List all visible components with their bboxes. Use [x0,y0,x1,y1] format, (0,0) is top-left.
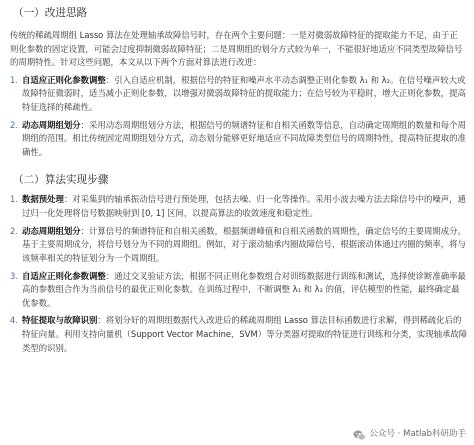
list-number: 2. [10,225,18,236]
item-text: ：通过交叉验证方法，根据不同正则化参数组合对训练数据进行训练和测试，选择使诊断准确率最高的参数组合作为当前信号的最优正则化参数。在训练过程中，不断调整 λ₁ 和 λ₂ 的值，评估模型的性能，最终确定最优参数。 [22,270,466,308]
list-item [8,314,468,355]
item-text: ：计算信号的频谱特征和自相关函数，根据频谱峰值和自相关函数的周期性，确定信号的主要周期成分。基于主要周期成分，将信号划分为不同的周期组。例如，对于滚动轴承内圈故障信号，根据滚动体通过内圈的频率，将与该频率相关的特征划分为一个周期组。 [22,225,466,263]
improvement-list [8,74,468,160]
item-term: 自适应正则化参数调整 [22,270,106,281]
watermark-text: 公众号 · Matlab科研助手 [369,429,466,440]
list-item [8,225,468,266]
intro-paragraph: 传统的稀疏周期组 Lasso 算法在处理轴承故障信号时，存在两个主要问题：一是对微弱故障特征的提取能力不足，由于正则化参数的固定设置，可能会过度抑制微弱故障特征；二是周期组的划分方式较为单一，不能很好地适应不同类型故障信号的周期特性。针对这些问题，本文从以下两个方面对算法进行改进： [10,30,463,68]
list-number: 2. [10,119,18,130]
item-term: 特征提取与故障识别 [22,315,98,326]
list-number: 1. [10,74,18,85]
item-term: 动态周期组划分 [22,119,81,130]
item-term: 数据预处理 [22,194,64,205]
wechat-icon [353,430,366,441]
list-number: 3. [10,270,18,281]
list-item [8,193,468,220]
list-number: 1. [10,194,18,205]
list-item [8,270,468,311]
item-text: ：将划分好的周期组数据代入改进后的稀疏周期组 Lasso 算法目标函数进行求解，得到稀疏化后的特征向量。利用支持向量机（Support Vector Machine，SVM）等分类器对提取的特征进行训练和分类，实现轴承故障类型的识别。 [22,315,468,353]
item-term: 自适应正则化参数调整 [22,74,106,85]
item-text: ：对采集到的轴承振动信号进行预处理，包括去噪、归一化等操作。采用小波去噪方法去除信号中的噪声，通过归一化处理将信号数据映射到 [0, 1] 区间，以提高算法的收敛速度和稳定性。 [22,194,466,219]
wechat-watermark [351,428,468,442]
list-item [8,74,468,115]
section-heading-steps: （二）算法实现步骤 [13,174,109,187]
section-heading-improvement: （一）改进思路 [13,7,88,19]
steps-list [8,193,468,355]
item-term: 动态周期组划分 [22,225,81,236]
list-number: 4. [10,315,18,326]
list-item [8,119,468,160]
item-text: ：采用动态周期组划分方法，根据信号的频谱特征和自相关函数等信息，自动确定周期组的数量和每个周期组的范围。相比传统固定周期组划分方式，动态划分能够更好地适应不同故障类型信号的周期特性，提高特征提取的准确性。 [22,119,466,157]
item-text: ：引入自适应机制，根据信号的特征和噪声水平动态调整正则化参数 λ₁ 和 λ₂。在信号噪声较大或故障特征微弱时，适当减小正则化参数，以增强对微弱故障特征的提取能力；在信号较为平稳时，增大正则化参数，提高特征选择的稀疏性。 [22,74,466,113]
